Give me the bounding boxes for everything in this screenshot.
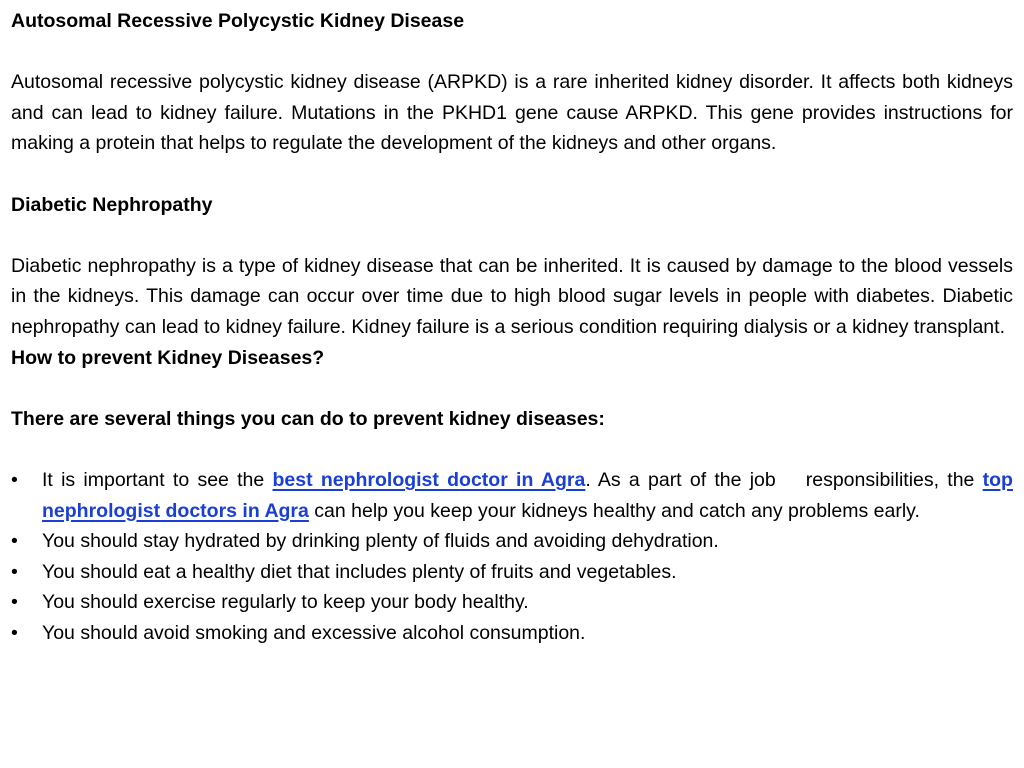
list-item-text: You should stay hydrated by drinking plenty of fluids and avoiding dehydration. [42,530,719,553]
text-segment: can help you keep your kidneys healthy and catch any problems early. [308,499,920,522]
bullet-icon: • [11,468,18,491]
diabetic-paragraph: Diabetic nephropathy is a type of kidney disease that can be inherited. It is caused by damage to the blood vessels in the kidneys. This damage can occur over time due to high blood sugar levels in people with diabetes. Diabetic nephropathy can lead to kidney failure. Kidney failure is a serious condition requiring dialysis or a kidney transplant. [11,254,1013,338]
spacer [11,220,1013,251]
list-item-text: You should eat a healthy diet that includes plenty of fruits and vegetables. [42,560,677,583]
bullet-icon: • [11,560,18,583]
list-item [11,526,1013,557]
spacer [11,37,1013,68]
list-item [11,618,1013,649]
bullet-icon: • [11,530,18,553]
top-nephrologist-link[interactable]: top nephrologist doctors in Agra [42,468,1013,522]
bullet-icon: • [11,591,18,614]
list-item-text: You should avoid smoking and excessive alcohol consumption. [42,621,586,644]
arpkd-paragraph: Autosomal recessive polycystic kidney disease (ARPKD) is a rare inherited kidney disorder. It affects both kidneys and can lead to kidney failure. Mutations in the PKHD1 gene cause ARPKD. This gene provides instructions for making a protein that helps to regulate the development of the kidneys and other organs. [11,71,1013,155]
prevent-heading: How to prevent Kidney Diseases? [11,346,325,369]
text-segment: . As a part of the job [585,468,776,491]
prevention-list [11,465,1013,649]
list-item [11,587,1013,618]
list-item-text: You should exercise regularly to keep your body healthy. [42,591,529,614]
list-item [11,465,1013,526]
text-segment: It is important to see the [42,468,273,491]
diabetic-heading: Diabetic Nephropathy [11,193,213,216]
best-nephrologist-link[interactable]: best nephrologist doctor in Agra [272,468,586,491]
list-item-text [42,469,1013,522]
prevent-intro: There are several things you can do to prevent kidney diseases: [11,407,605,430]
text-segment: responsibilities, the [805,468,983,491]
spacer [11,434,1013,465]
document-page [11,6,1013,648]
arpkd-heading: Autosomal Recessive Polycystic Kidney Disease [11,10,465,32]
spacer [11,159,1013,190]
spacer [11,373,1013,404]
list-item [11,557,1013,588]
bullet-icon: • [11,621,18,644]
